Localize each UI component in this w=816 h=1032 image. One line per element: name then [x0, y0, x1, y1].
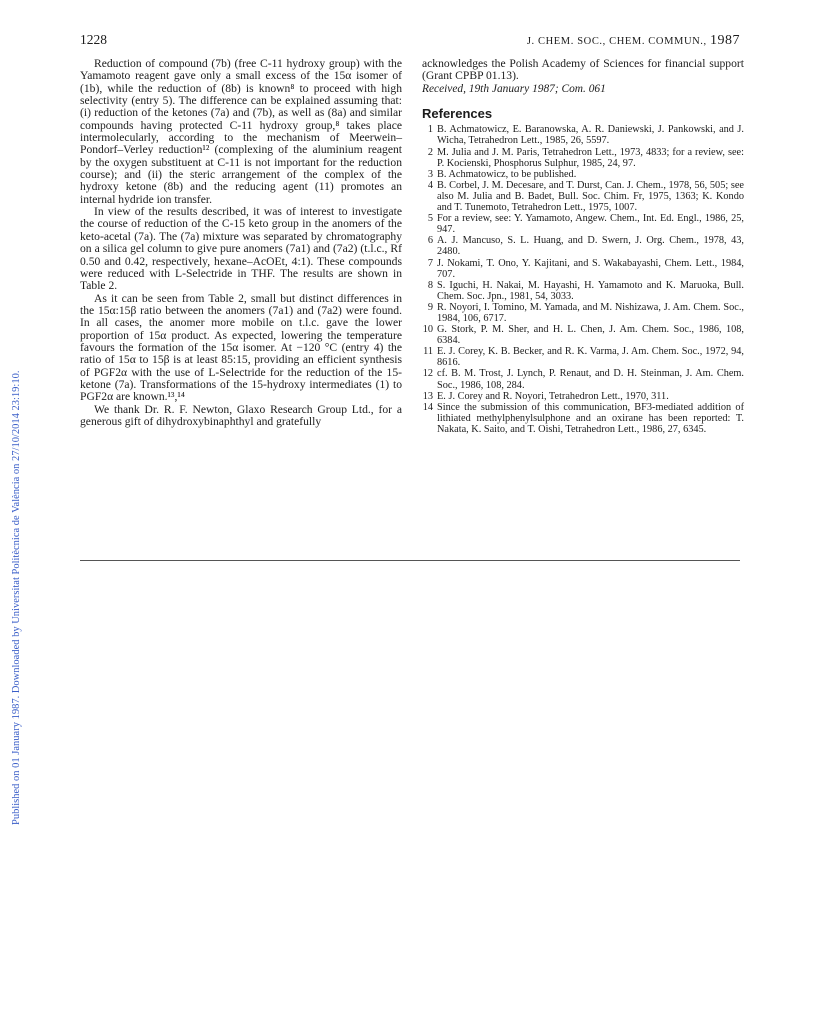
right-column	[422, 58, 744, 435]
reference-number: 12	[422, 368, 433, 380]
reference-number: 1	[427, 124, 433, 136]
reference-text: B. Achmatowicz, to be published.	[437, 168, 577, 180]
reference-item	[422, 213, 744, 235]
reference-number: 8	[427, 279, 433, 291]
body-paragraph: As it can be seen from Table 2, small but distinct differences in the 15α:15β ratio between the anomers (7a1) and (7a2) were found. In all cases, the anomer more mobile on t.l.c. gave the lower proportion of 15α product. As expected, lowering the temperature favours the formation of the 15α isomer. At −120 °C (entry 4) the ratio of 15α to 15β is at least 85:15, providing an efficient synthesis of PGF2α with the use of L-Selectride for the reduction of the 15-ketone (7a). Transformations of the 15-hydroxy intermediates (1) to PGF2α are known.¹³,¹⁴	[80, 291, 402, 404]
journal-year: 1987	[710, 33, 740, 48]
reference-item	[422, 368, 744, 390]
page-bottom-rule	[80, 560, 740, 561]
reference-text: B. Corbel, J. M. Decesare, and T. Durst, Can. J. Chem., 1978, 56, 505; see also M. Julia and B. Badet, Bull. Soc. Chim. Fr, 1975, 1363; K. Kondo and T. Tunemoto, Tetrahedron Lett., 1975, 1007.	[437, 179, 744, 214]
reference-item	[422, 169, 744, 180]
reference-text: cf. B. M. Trost, J. Lynch, P. Renaut, and D. H. Steinman, J. Am. Chem. Soc., 1986, 108, 284.	[437, 368, 744, 391]
journal-name: J. CHEM. SOC., CHEM. COMMUN.,	[526, 36, 707, 47]
reference-item	[422, 391, 744, 402]
reference-text: For a review, see: Y. Yamamoto, Angew. Chem., Int. Ed. Engl., 1986, 25, 947.	[437, 213, 744, 236]
references-heading: References	[422, 106, 493, 122]
reference-text: E. J. Corey and R. Noyori, Tetrahedron Lett., 1970, 311.	[437, 390, 669, 402]
reference-number: 6	[427, 235, 433, 247]
references-list	[422, 124, 744, 435]
reference-number: 13	[422, 390, 433, 402]
reference-number: 2	[427, 146, 433, 158]
reference-number: 9	[427, 301, 433, 313]
reference-item	[422, 258, 744, 280]
reference-text: B. Achmatowicz, E. Baranowska, A. R. Daniewski, J. Pankowski, and J. Wicha, Tetrahedron Lett., 1985, 26, 5597.	[437, 124, 744, 147]
reference-number: 5	[427, 213, 433, 225]
reference-number: 11	[423, 346, 433, 358]
reference-item	[422, 346, 744, 368]
reference-text: J. Nokami, T. Ono, Y. Kajitani, and S. Wakabayashi, Chem. Lett., 1984, 707.	[437, 257, 744, 280]
received-date: Received, 19th January 1987; Com. 061	[422, 82, 606, 95]
body-paragraph: In view of the results described, it was of interest to investigate the course of reduction of the C-15 keto group in the anomers of the keto-acetal (7a). The (7a) mixture was separated by chromatography on a silica gel column to give pure anomers (7a1) and (7a2) (t.l.c., Rf 0.50 and 0.42, respectively, hexane–AcOEt, 4:1). These compounds were reduced with L-Selectride in THF. The results are shown in Table 2.	[80, 205, 402, 293]
reference-item	[422, 180, 744, 213]
page-number: 1228	[80, 32, 107, 47]
reference-text: R. Noyori, I. Tomino, M. Yamada, and M. Nishizawa, J. Am. Chem. Soc., 1984, 106, 6717.	[437, 301, 744, 324]
body-paragraph: Reduction of compound (7b) (free C-11 hydroxy group) with the Yamamoto reagent gave only a small excess of the 15α isomer of (1b), while the reduction of (8b) is known⁸ to proceed with high selectivity (entry 5). The difference can be explained assuming that: (i) reduction of the ketones (7a) and (7b), as well as (8a) and similar compounds having protected C-11 hydroxy group,⁸ takes place intermolecularly, according to the mechanism of Meerwein–Pondorf–Verley reduction¹² (complexing of the aluminium reagent by the oxygen substituent at C-11 is not important for the reduction course); and (ii) the steric arrangement of the complex of the hydroxy ketone (8b) and the reducing agent (11) promotes an internal hydride ion transfer.	[80, 57, 402, 206]
reference-item	[422, 147, 744, 169]
reference-text: A. J. Mancuso, S. L. Huang, and D. Swern, J. Org. Chem., 1978, 43, 2480.	[437, 235, 744, 258]
reference-item	[422, 324, 744, 346]
reference-number: 14	[422, 401, 433, 413]
reference-item	[422, 235, 744, 257]
acknowledgement-continuation: acknowledges the Polish Academy of Sciences for financial support (Grant CPBP 01.13).	[422, 57, 744, 83]
reference-item	[422, 280, 744, 302]
running-header	[80, 30, 740, 52]
download-watermark: Published on 01 January 1987. Downloaded by Universitat Politècnica de València on 27/10/2014 23:19:10.	[11, 370, 22, 825]
reference-text: G. Stork, P. M. Sher, and H. L. Chen, J. Am. Chem. Soc., 1986, 108, 6384.	[437, 324, 744, 347]
reference-number: 10	[422, 324, 433, 336]
reference-text: M. Julia and J. M. Paris, Tetrahedron Lett., 1973, 4833; for a review, see: P. Kocienski, Phosphorus Sulphur, 1985, 24, 97.	[437, 146, 744, 169]
reference-number: 7	[427, 257, 433, 269]
reference-number: 4	[427, 179, 433, 191]
reference-number: 3	[427, 168, 433, 180]
journal-citation	[527, 33, 740, 49]
reference-text: E. J. Corey, K. B. Becker, and R. K. Varma, J. Am. Chem. Soc., 1972, 94, 8616.	[437, 346, 744, 369]
left-column	[80, 58, 402, 428]
acknowledgement-paragraph: We thank Dr. R. F. Newton, Glaxo Research Group Ltd., for a generous gift of dihydroxybinaphthyl and gratefully	[80, 402, 402, 428]
reference-item	[422, 402, 744, 435]
reference-text: Since the submission of this communication, BF3-mediated addition of lithiated methylphenylsulphone and an oxirane has been reported: T. Nakata, K. Saito, and T. Oishi, Tetrahedron Lett., 1986, 27, 6345.	[437, 401, 744, 435]
reference-item	[422, 302, 744, 324]
reference-item	[422, 124, 744, 146]
reference-text: S. Iguchi, H. Nakai, M. Hayashi, H. Yamamoto and K. Maruoka, Bull. Chem. Soc. Jpn., 1981, 54, 3033.	[437, 279, 744, 302]
